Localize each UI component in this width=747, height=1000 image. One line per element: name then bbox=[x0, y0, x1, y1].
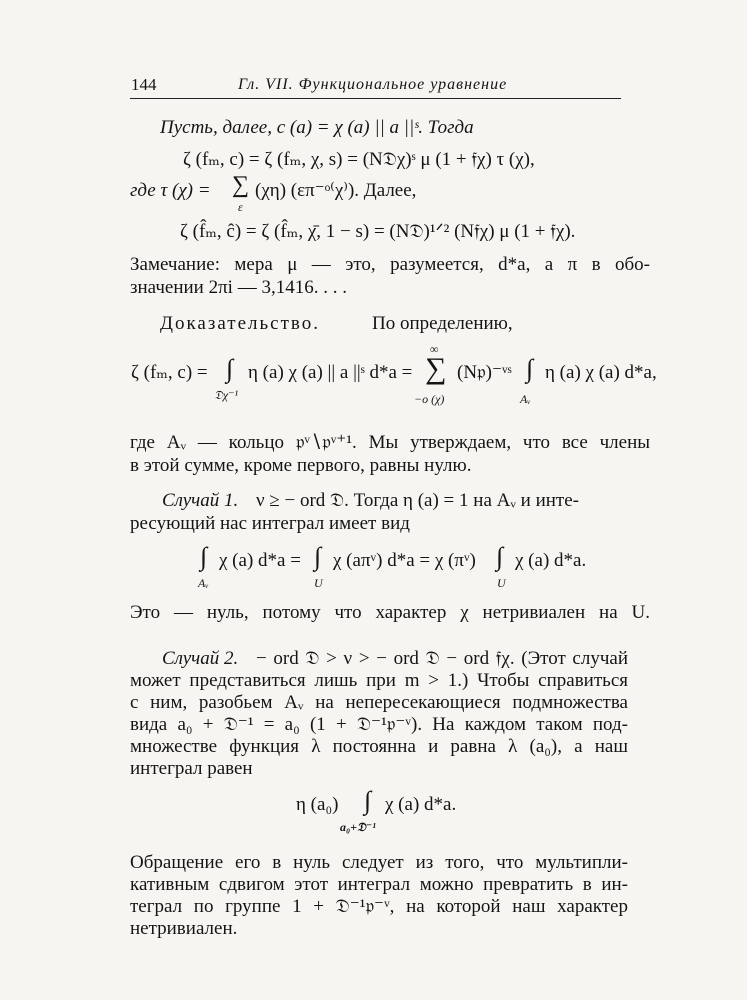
integral-symbol-2: ∫ bbox=[526, 354, 534, 383]
formula-case1-b: χ (aπᵛ) d*a = χ (πᵛ) bbox=[333, 550, 476, 571]
formula-case1-a: χ (a) d*a = bbox=[219, 550, 301, 571]
case-2-heading: Случай 2. bbox=[162, 648, 239, 669]
closing-text-3: теграл по группе 1 + 𝔇⁻¹𝔭⁻ᵛ, на которой наш характер bbox=[130, 896, 628, 917]
integral-domain-5: U bbox=[497, 576, 506, 590]
text-terms-zero: в этой сумме, кроме первого, равны нулю. bbox=[130, 455, 472, 476]
formula-eta-a0: η (a₀) bbox=[296, 794, 339, 815]
case-2-text-2: может представиться лишь при m > 1.) Чтобы справиться bbox=[130, 670, 628, 691]
text-line-1: Пусть, далее, c (a) = χ (a) || a ||ˢ. Тогда bbox=[160, 117, 474, 138]
integral-symbol-5: ∫ bbox=[496, 542, 504, 571]
text-ring-definition: где Aᵥ — кольцо 𝔭ᵛ∖𝔭ᵛ⁺¹. Мы утверждаем, что все члены bbox=[130, 432, 650, 453]
formula-case1-c: χ (a) d*a. bbox=[515, 550, 587, 571]
case-2-text-4: вида a₀ + 𝔇⁻¹ = a₀ (1 + 𝔇⁻¹𝔭⁻ᵛ). На каждом таком под- bbox=[130, 714, 628, 735]
sum-upper-limit: ∞ bbox=[430, 342, 439, 356]
sum-symbol-2: ∑ bbox=[425, 352, 447, 385]
case-2-text-5: множестве функция λ постоянна и равна λ (a₀), а наш bbox=[130, 736, 628, 757]
integral-domain-1: 𝔇χ⁻¹ bbox=[214, 388, 239, 402]
case-2-text-3: с ним, разобьем Aᵥ на непересекающиеся подмножества bbox=[130, 692, 628, 713]
formula-norm-p: (N𝔭)⁻ᵛˢ bbox=[457, 362, 512, 383]
integral-domain-4: U bbox=[314, 576, 323, 590]
formula-integrand-2: η (a) χ (a) d*a, bbox=[545, 362, 657, 383]
case-1-text: ν ≥ − ord 𝔇. Тогда η (a) = 1 на Aᵥ и инте- bbox=[256, 490, 579, 511]
integral-symbol-3: ∫ bbox=[200, 542, 208, 571]
summation-symbol: ∑ bbox=[232, 172, 250, 198]
page-number: 144 bbox=[131, 75, 157, 94]
header-rule bbox=[130, 98, 621, 99]
proof-heading: Доказательство. bbox=[160, 313, 320, 334]
sum-index: ε bbox=[238, 200, 243, 214]
case-1-integral-intro: ресующий нас интеграл имеет вид bbox=[130, 513, 410, 534]
formula-zeta-lhs: ζ (fₘ, c) = bbox=[131, 362, 208, 383]
integral-symbol-1: ∫ bbox=[226, 354, 234, 383]
formula-chi-integral: χ (a) d*a. bbox=[385, 794, 457, 815]
closing-text-1: Обращение его в нуль следует из того, что мультипли- bbox=[130, 852, 628, 873]
formula-integrand-1: η (a) χ (a) || a ||ˢ d*a = bbox=[248, 362, 413, 383]
text-where-tau: где τ (χ) = bbox=[130, 180, 211, 201]
text-zero-because: Это — нуль, потому что характер χ нетривиален на U. bbox=[130, 602, 650, 623]
closing-text-4: нетривиален. bbox=[130, 918, 238, 939]
running-header-title: Гл. VII. Функциональное уравнение bbox=[238, 76, 508, 93]
text-tau-def: (χη) (επ⁻ᵒ⁽χ⁾). Далее, bbox=[255, 180, 417, 201]
case-2-text-1: − ord 𝔇 > ν > − ord 𝔇 − ord 𝔣χ. (Этот случай bbox=[256, 648, 628, 669]
integral-symbol-4: ∫ bbox=[314, 542, 322, 571]
integral-domain-3: Aᵥ bbox=[198, 576, 209, 590]
case-1-heading: Случай 1. bbox=[162, 490, 239, 511]
integral-symbol-6: ∫ bbox=[364, 786, 372, 815]
sum-lower-limit: −o (χ) bbox=[414, 392, 445, 406]
formula-zeta-hat: ζ (f̂ₘ, ĉ) = ζ (f̂ₘ, χ̄, 1 − s) = (N𝔇)¹ᐟ² (N𝔣χ) μ (1 + 𝔣χ). bbox=[180, 221, 576, 242]
integral-domain-2: Aᵥ bbox=[520, 392, 531, 406]
integral-domain-6: a₀+𝔇⁻¹ bbox=[340, 820, 376, 834]
formula-zeta-c: ζ (fₘ, c) = ζ (fₘ, χ, s) = (N𝔇χ)ˢ μ (1 + 𝔣χ) τ (χ), bbox=[183, 149, 535, 170]
text-remark-1: Замечание: мера μ — это, разумеется, d*a, а π в обо- bbox=[130, 254, 650, 275]
closing-text-2: кативным сдвигом этот интеграл можно превратить в ин- bbox=[130, 874, 628, 895]
text-remark-2: значении 2πi — 3,1416. . . . bbox=[130, 277, 347, 298]
case-2-text-6: интеграл равен bbox=[130, 758, 253, 779]
text-by-definition: По определению, bbox=[372, 313, 513, 334]
